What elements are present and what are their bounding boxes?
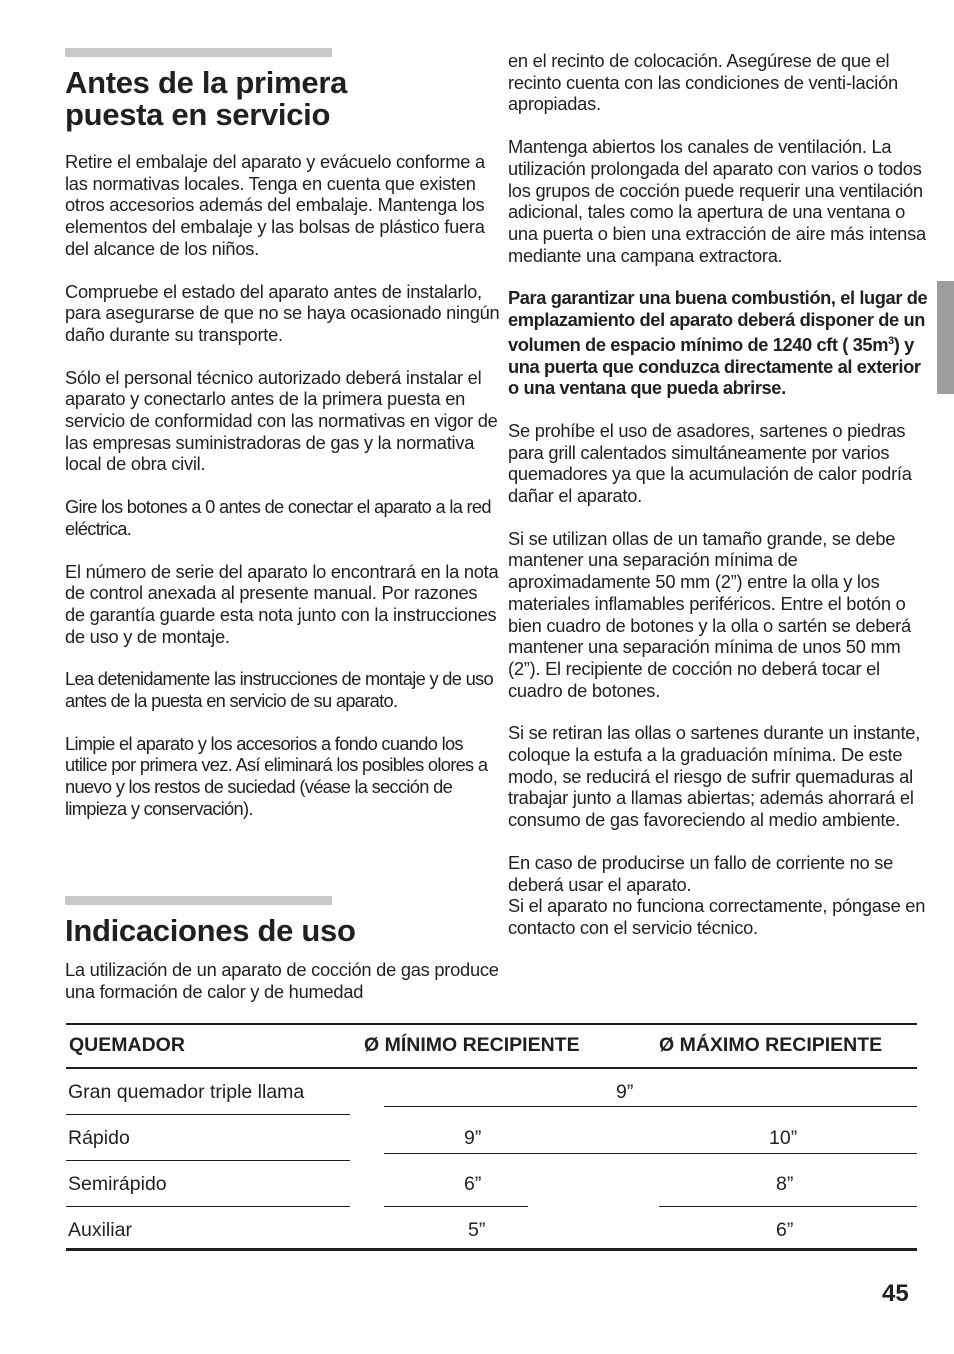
- paragraph: Sólo el personal técnico autorizado deberá instalar el aparato y conectarlo antes de la primera puesta en servicio de conformidad con las normativas en vigor de las empresas suministradoras de gas y la normativa local de obra civil.: [65, 366, 498, 475]
- table-row: [66, 1161, 917, 1207]
- paragraph: Compruebe el estado del aparato antes de instalarlo, para asegurarse de que no se haya ocasionado ningún daño durante su transporte.: [65, 280, 500, 345]
- section-usage: [65, 896, 505, 1002]
- section-first-use: [65, 48, 500, 841]
- paragraph: Limpie el aparato y los accesorios a fondo cuando los utilice por primera vez. Así eliminará los posibles olores a nuevo y los restos de suciedad (véase la sección de limpieza y conservación).: [65, 732, 488, 819]
- paragraph: Se prohíbe el uso de asadores, sartenes o piedras para grill calentados simultáneamente por varios quemadores ya que la acumulación de calor podría dañar el aparato.: [508, 419, 912, 507]
- table-row: [66, 1207, 917, 1253]
- paragraph: en el recinto de colocación. Asegúrese de que el recinto cuenta con las condiciones de venti-lación apropiadas.: [508, 50, 898, 115]
- paragraph: En caso de producirse un fallo de corriente no se deberá usar el aparato. Si el aparato no funciona correctamente, póngase en contacto con el servicio técnico.: [508, 851, 926, 938]
- paragraph: El número de serie del aparato lo encontrará en la nota de control anexada al presente manual. Por razones de garantía guarde esta nota junto con la instrucciones de uso y de montaje.: [65, 560, 499, 647]
- page-number: 45: [882, 1280, 909, 1307]
- diameter-value: 9”: [616, 1081, 634, 1103]
- header-min: Ø MÍNIMO RECIPIENTE: [364, 1034, 580, 1056]
- burner-name: Gran quemador triple llama: [68, 1081, 305, 1103]
- burner-name: Rápido: [68, 1127, 130, 1149]
- min-value: 9”: [464, 1127, 482, 1149]
- section-title: Indicaciones de uso: [65, 913, 356, 948]
- section-title: [65, 67, 500, 131]
- title-line-1: Antes de la primera: [65, 65, 348, 100]
- row-divider: [384, 1153, 917, 1154]
- right-column: [508, 50, 928, 960]
- table-row: [66, 1069, 917, 1115]
- min-value: 5”: [468, 1219, 486, 1241]
- row-divider: [384, 1106, 917, 1107]
- paragraph: Si se utilizan ollas de un tamaño grande, se debe mantener una separación mínima de aproximadamente 50 mm (2”) entre la olla y los materiales inflamables periféricos. Entre el botón o bien cuadro de botones y la olla o sartén se deberá mantener una separación mínima de unos 50 mm (2”). El recipiente de cocción no deberá tocar el cuadro de botones.: [508, 527, 911, 701]
- section-rule: [65, 48, 332, 57]
- title-line-2: puesta en servicio: [65, 97, 331, 132]
- min-value: 6”: [464, 1173, 482, 1195]
- paragraph: Retire el embalaje del aparato y evácuelo conforme a las normativas locales. Tenga en cuenta que existen otros accesorios además del embalaje. Mantenga los elementos del embalaje y las bolsas de plástico fuera del alcance de los niños.: [65, 151, 485, 259]
- section-tab-marker: [937, 281, 954, 394]
- burner-name: Auxiliar: [68, 1219, 132, 1241]
- header-burner: QUEMADOR: [69, 1034, 185, 1056]
- header-max: Ø MÁXIMO RECIPIENTE: [659, 1034, 883, 1056]
- paragraph: Lea detenidamente las instrucciones de montaje y de uso antes de la puesta en servicio de su aparato.: [65, 668, 493, 712]
- bold-paragraph: Para garantizar una buena combustión, el lugar de emplazamiento del aparato deberá disponer de un volumen de espacio mínimo de 1240 cft ( $35m^3$) y una puerta que conduzca directamente al exterior o una ventana que pueda abrirse.: [508, 287, 928, 399]
- max-value: 8”: [776, 1173, 794, 1195]
- paragraph: La utilización de un aparato de cocción de gas produce una formación de calor y de humedad: [65, 959, 499, 1002]
- paragraph: Gire los botones a 0 antes de conectar el aparato a la red eléctrica.: [65, 496, 491, 539]
- burner-name: Semirápido: [68, 1173, 167, 1195]
- paragraph: Mantenga abiertos los canales de ventilación. La utilización prolongada del aparato con varios o todos los grupos de cocción puede requerir una ventilación adicional, tales como la apertura de una ventana o una puerta o bien una extracción de aire más intensa mediante una campana extractora.: [508, 136, 926, 266]
- max-value: 6”: [776, 1219, 794, 1241]
- max-value: 10”: [769, 1127, 798, 1149]
- table-bottom-rule: [66, 1248, 917, 1251]
- table-row: [66, 1115, 917, 1161]
- section-rule: [65, 896, 332, 905]
- paragraph: Si se retiran las ollas o sartenes durante un instante, coloque la estufa a la graduación mínima. De este modo, se reducirá el riesgo de sufrir quemaduras al trabajar junto a llamas abiertas; además ahorrará el consumo de gas favoreciendo al medio ambiente.: [508, 722, 921, 831]
- table-header: [66, 1023, 917, 1069]
- burner-table: [66, 1023, 917, 1253]
